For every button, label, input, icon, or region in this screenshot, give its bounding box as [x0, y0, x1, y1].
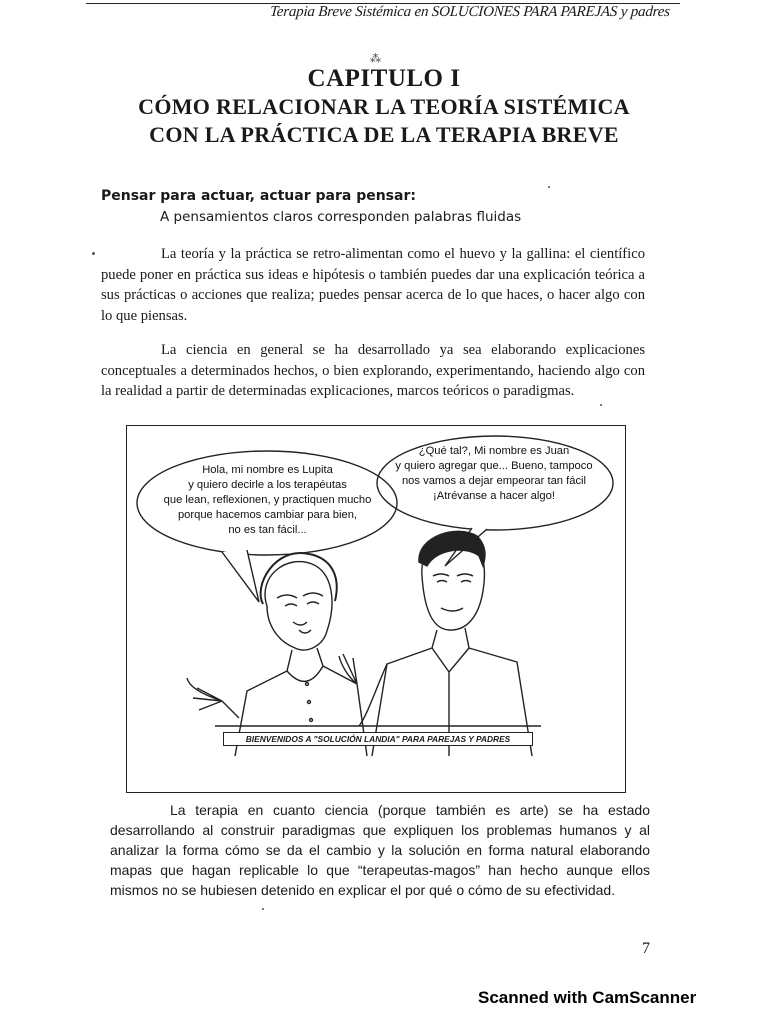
speech-text-juan: ¿Qué tal?, Mi nombre es Juan y quiero agregar que... Bueno, tampoco nos vamos a dejar empeorar tan fácil ¡Atrévanse a hacer algo! [395, 445, 593, 502]
scan-speck [548, 186, 550, 188]
speech-bubble-left-tail [222, 550, 259, 602]
paragraph-3: La terapia en cuanto ciencia (porque también es arte) se ha estado desarrollando al construir paradigmas que expliquen los problemas humanos y al analizar la forma cómo se da el cambio y la solución en forma natural elaborando mapas que hagan replicable lo que “terapeutas-magos” han hecho aunque ellos mismos no se hubiesen detenido en explicar el por qué o cómo de su efectividad. [110, 802, 650, 898]
speech-text-lupita: Hola, mi nombre es Lupita y quiero decirle a los terapéutas que lean, reflexionen, y practiquen mucho porque hacemos cambiar para bien, no es tan fácil... [163, 464, 372, 536]
chapter-title-line1: CÓMO RELACIONAR LA TEORÍA SISTÉMICA [138, 94, 630, 119]
chapter-title-line2: CON LA PRÁCTICA DE LA TERAPIA BREVE [149, 122, 619, 147]
running-header: Terapia Breve Sistémica en SOLUCIONES PARA PAREJAS y padres [269, 4, 671, 20]
lead-line-1: Pensar para actuar, actuar para pensar: [101, 188, 416, 204]
scan-speck [600, 404, 602, 406]
page-number: 7 [642, 940, 650, 957]
cartoon-illustration [126, 425, 626, 793]
welcome-banner: BIENVENIDOS A "SOLUCIÓN LANDIA" PARA PAREJAS Y PADRES [223, 732, 533, 746]
ornament-icon: ⁂ [370, 53, 381, 65]
chapter-number: CAPITULO I [307, 65, 461, 92]
lead-line-2: A pensamientos claros corresponden palabras fluidas [160, 209, 522, 225]
scan-speck [262, 908, 264, 910]
paragraph-2: La ciencia en general se ha desarrollado ya sea elaborando explicaciones conceptuales a determinados hechos, o bien explorando, experimentando, haciendo algo con la realidad a partir de determinadas explicaciones, marcos teóricos o paradigmas. [101, 342, 645, 399]
scan-speck [92, 252, 95, 255]
camscanner-watermark: Scanned with CamScanner [478, 988, 697, 1007]
paragraph-1: La teoría y la práctica se retro-alimentan como el huevo y la gallina: el científico puede poner en práctica sus ideas e hipótesis o también puedes dar una explicación teórica a sus prácticas o acciones que realiza; puedes pensar acerca de lo que haces, o hacer algo con lo que piensas. [101, 246, 645, 324]
